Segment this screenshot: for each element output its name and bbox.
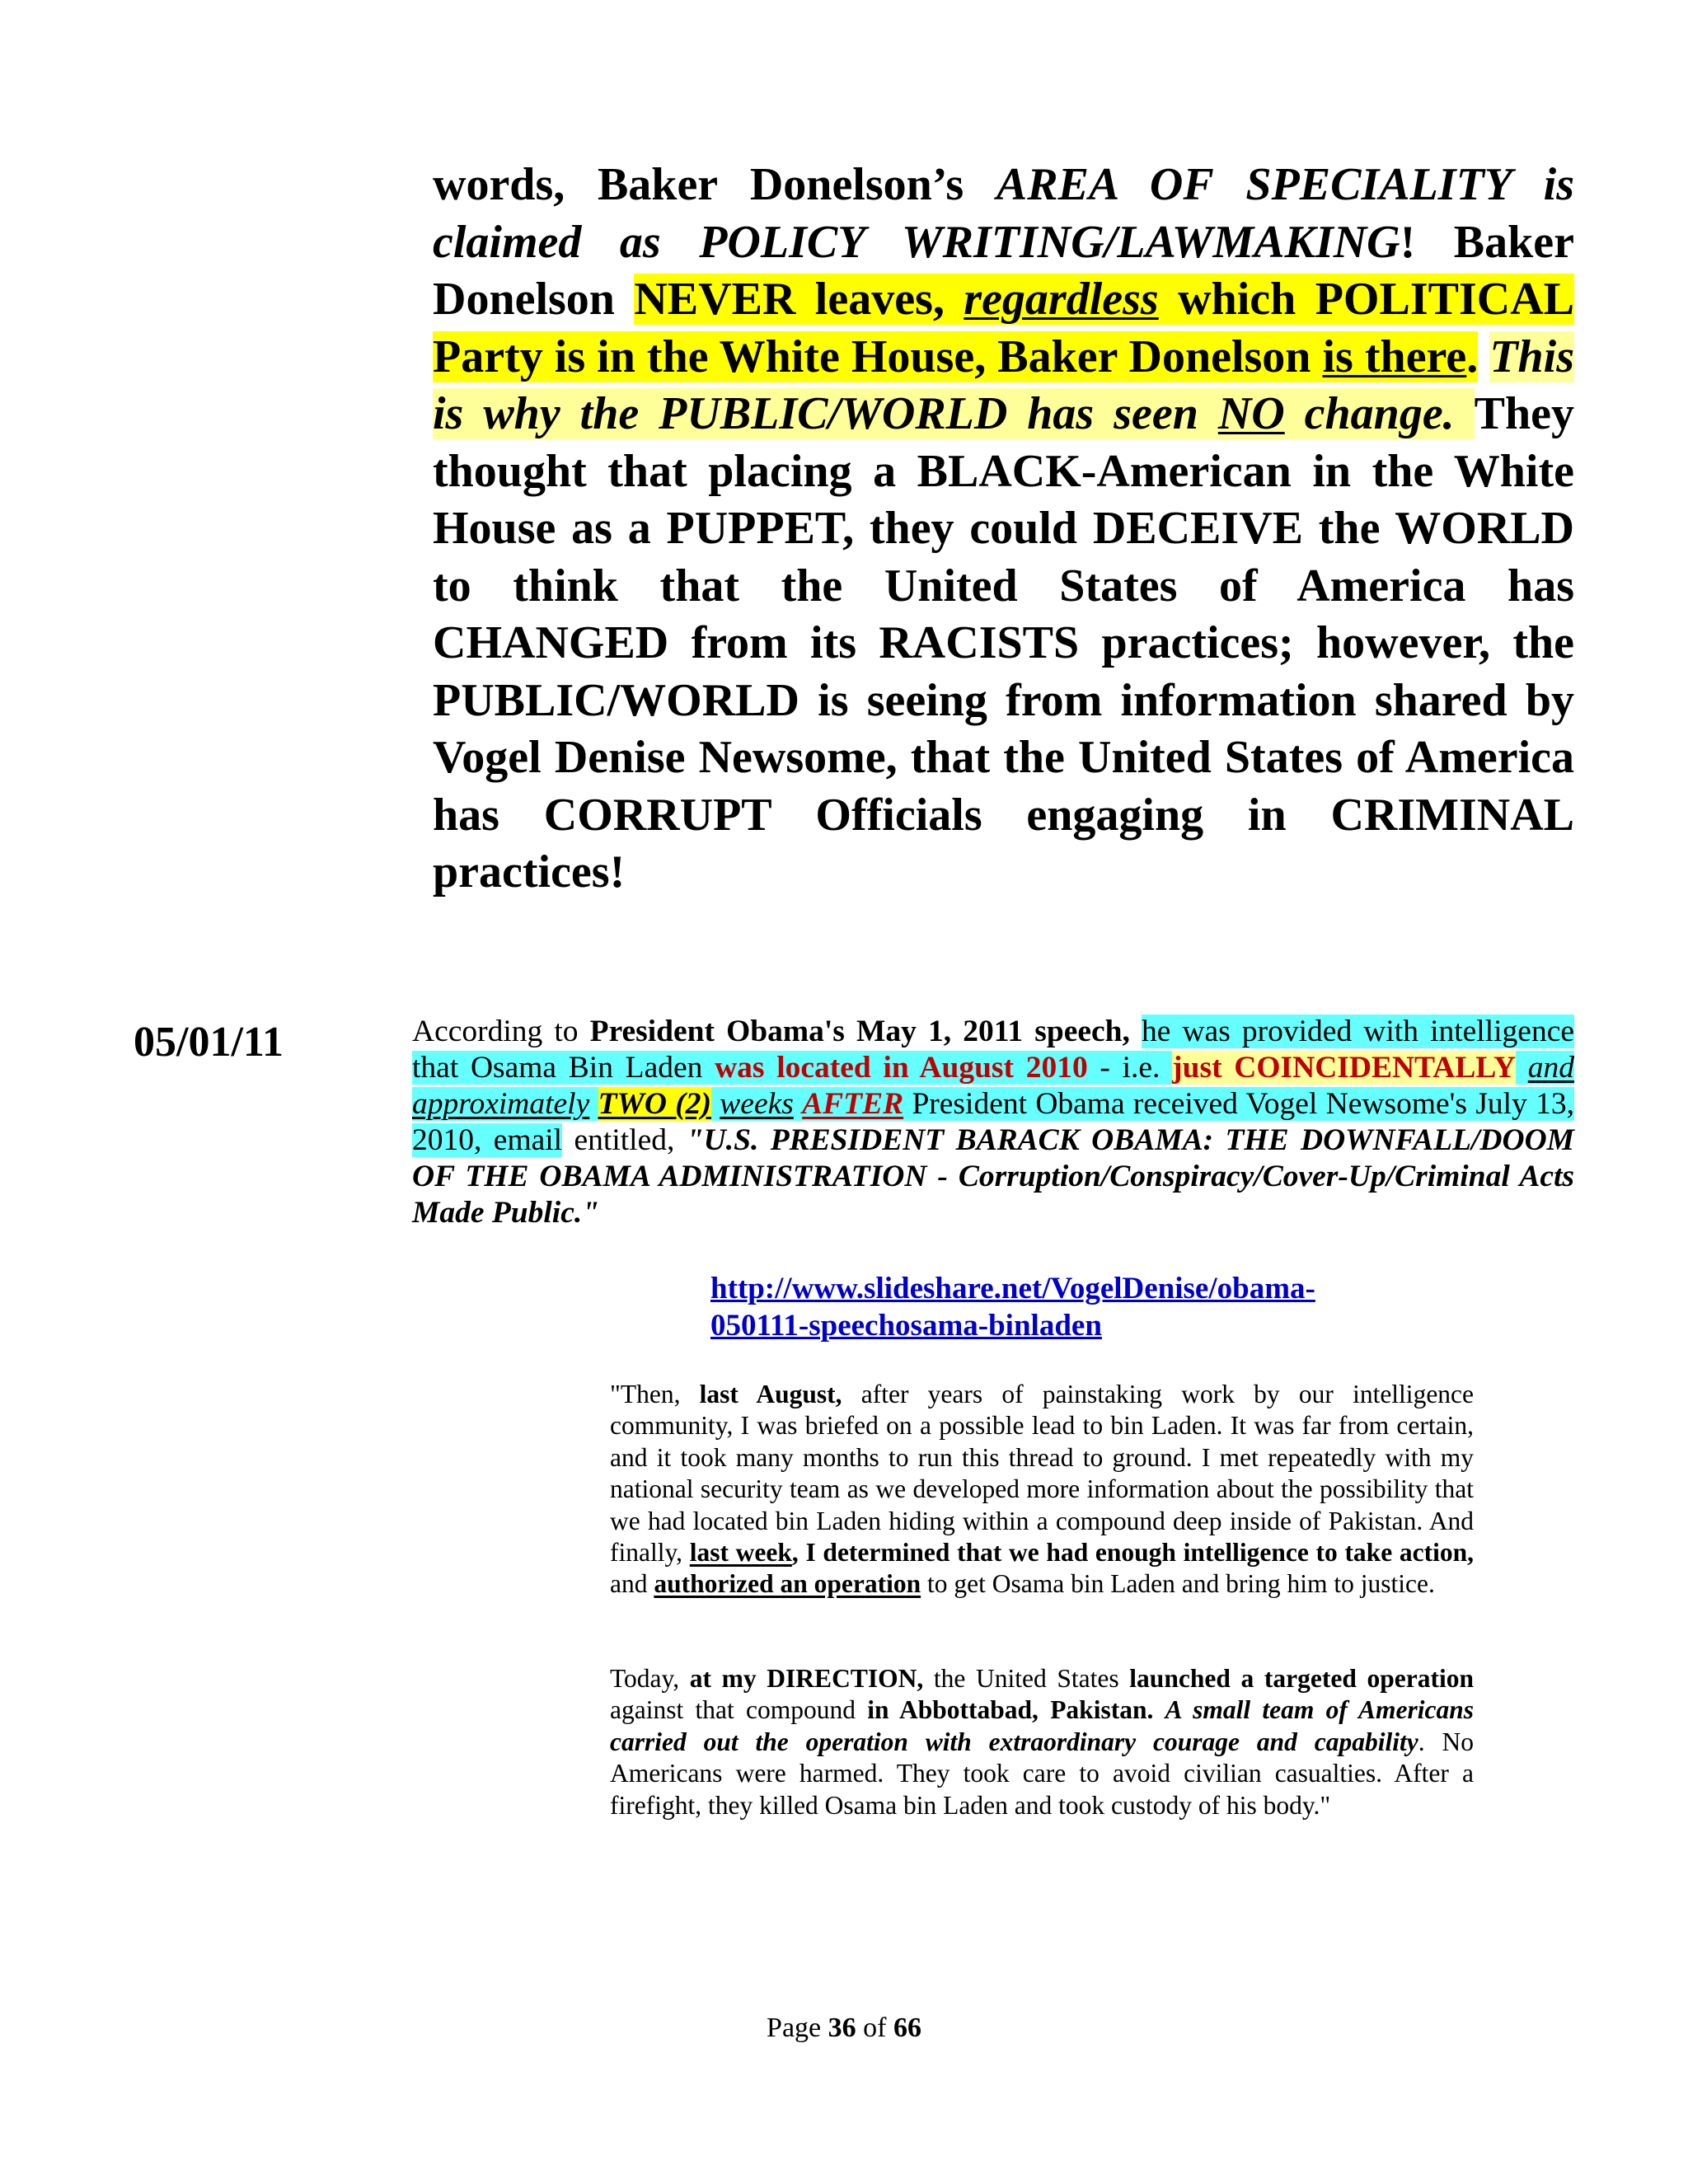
- text-run: This is why the PUBLIC/WORLD has seen: [433, 330, 1575, 439]
- text-run: NO: [1217, 388, 1285, 439]
- text-run: AREA OF SPECIALITY is claimed as POLICY WRITING/LAWMAKING: [433, 159, 1574, 268]
- link-line: 050111-speechosama-binladen: [710, 1309, 1102, 1343]
- text-run: .: [1466, 330, 1479, 382]
- text-run: last August,: [699, 1380, 842, 1408]
- text-run: after years of painstaking work by our intelligence community, I was briefed on a possible lead to bin Laden. It was far from certain, and it took many months to run this thread to ground. I met repeatedly with my national security team as we developed more information about the possibility that we had located bin Laden hiding within a compound deep inside of Pakistan. And finally,: [610, 1380, 1475, 1568]
- text-run: - i.e.: [1087, 1051, 1173, 1085]
- text-run: just COINCIDENTALLY: [1172, 1051, 1517, 1085]
- text-run: A small team of Americans carried out the operation with extraordinary courage and capability: [610, 1695, 1475, 1756]
- link-line: http://www.slideshare.net/VogelDenise/obama-: [710, 1272, 1315, 1305]
- text-run: "Then,: [610, 1380, 700, 1408]
- text-run: launched a targeted operation: [1129, 1664, 1474, 1693]
- main-paragraph: [433, 157, 1574, 902]
- text-run: change.: [1284, 388, 1455, 439]
- text-run: According to: [412, 1015, 590, 1048]
- text-run: Today,: [610, 1664, 690, 1693]
- text-run: words, Baker Donelson’s: [433, 159, 996, 210]
- text-run: he was provided with intelligence that Osama Bin Laden: [412, 1015, 1574, 1085]
- text-run: regardless: [964, 274, 1159, 325]
- text-run: of: [856, 2013, 893, 2043]
- text-run: was located in August 2010: [715, 1051, 1088, 1085]
- text-run: [1153, 1695, 1165, 1724]
- page-total: 66: [893, 2013, 921, 2043]
- text-run: Page: [767, 2013, 828, 2043]
- text-run: [1455, 388, 1475, 439]
- text-run: in Abbottabad, Pakistan.: [867, 1695, 1154, 1725]
- text-run: and: [610, 1569, 654, 1599]
- page-number: 36: [828, 2013, 856, 2043]
- text-run: They thought that placing a BLACK-American in the White House as a PUPPET, they could DECEIVE the WORLD to think that the United States of America has CHANGED from its RACISTS practices; however, the PUBLIC/WORLD is seeing from information shared by Vogel Denise Newsome, that the United States of America has CORRUPT Officials engaging in CRIMINAL practices!: [433, 388, 1574, 898]
- text-run: against that compound: [610, 1695, 868, 1725]
- text-run: ! Baker Donelson: [433, 216, 1574, 325]
- reference-link[interactable]: [710, 1272, 1315, 1343]
- text-run: [711, 1087, 720, 1121]
- text-run: weeks: [720, 1087, 794, 1121]
- text-run: and approximately: [412, 1051, 1574, 1121]
- text-run: . No Americans were harmed. They took care to avoid civilian casualties. After a firefight, they killed Osama bin Laden and took custody of his body.": [610, 1727, 1474, 1820]
- text-run: last week: [689, 1538, 792, 1568]
- text-run: [589, 1087, 598, 1121]
- reference-link-block: [710, 1270, 1452, 1344]
- speech-quote-paragraph: [610, 1663, 1474, 1821]
- text-run: NEVER leaves,: [634, 274, 964, 325]
- text-run: TWO (2): [598, 1087, 711, 1121]
- text-run: is there: [1322, 330, 1467, 382]
- text-run: the United States: [923, 1664, 1130, 1693]
- speech-quote-paragraph: [610, 1379, 1474, 1601]
- text-run: entitled,: [562, 1123, 687, 1157]
- entry-date: 05/01/11: [134, 1019, 284, 1066]
- text-run: [1130, 1015, 1142, 1048]
- entry-paragraph: [412, 1014, 1574, 1231]
- text-run: authorized an operation: [654, 1569, 921, 1599]
- text-run: which POLITICAL Party is in the White House, Baker Donelson: [433, 274, 1574, 382]
- text-run: , I determined that we had enough intelligence to take action,: [791, 1538, 1474, 1568]
- text-run: AFTER: [802, 1087, 904, 1121]
- text-run: at my DIRECTION,: [689, 1664, 924, 1693]
- page-footer: [0, 2013, 1688, 2044]
- text-run: [794, 1087, 802, 1121]
- text-run: President Obama's May 1, 2011 speech,: [589, 1015, 1130, 1048]
- text-run: to get Osama bin Laden and bring him to justice.: [921, 1569, 1435, 1599]
- text-run: "U.S. PRESIDENT BARACK OBAMA: THE DOWNFALL/DOOM OF THE OBAMA ADMINISTRATION - Corruption/Conspiracy/Cover-Up/Criminal Acts Made Public.": [412, 1123, 1575, 1230]
- text-run: [1478, 331, 1489, 382]
- text-run: President Obama received Vogel Newsome's July 13, 2010, email: [412, 1087, 1575, 1157]
- text-run: [1516, 1051, 1528, 1085]
